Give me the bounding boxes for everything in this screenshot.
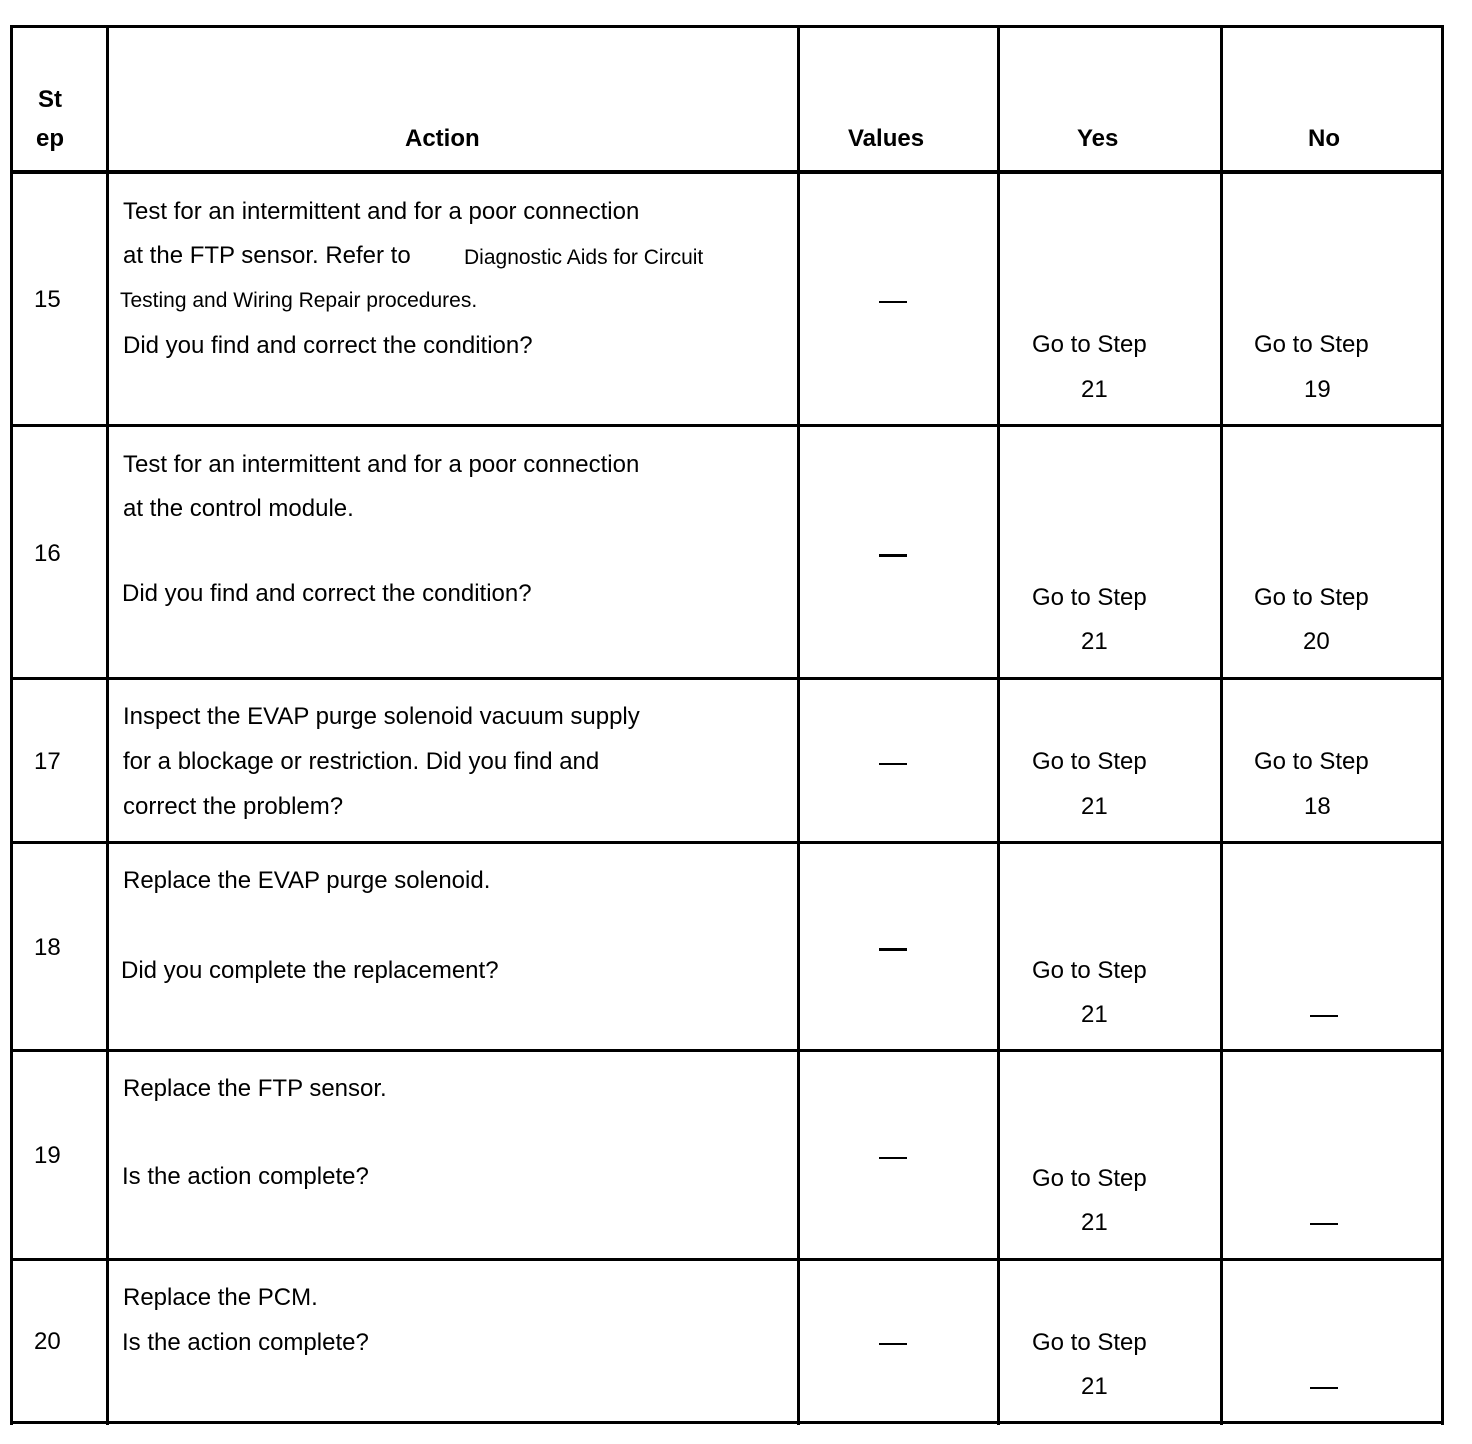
- header-no: No: [1308, 125, 1340, 152]
- grid-line: [10, 25, 13, 1425]
- no-step-number: 18: [1304, 793, 1331, 820]
- yes-step-number: 21: [1081, 376, 1108, 403]
- grid-line: [10, 841, 1444, 844]
- values-dash-mark: [879, 554, 907, 557]
- action-question: Is the action complete?: [122, 1163, 369, 1190]
- header-step-line2: ep: [36, 125, 65, 152]
- yes-go-to-step: Go to Step: [1032, 331, 1147, 358]
- grid-line: [10, 1258, 1444, 1261]
- action-text: Diagnostic Aids for Circuit: [464, 246, 704, 269]
- no-dash-mark: [1310, 1223, 1338, 1225]
- step-number: 18: [34, 934, 61, 961]
- action-text: Testing and Wiring Repair procedures.: [120, 289, 478, 312]
- grid-line: [1220, 25, 1223, 1425]
- step-number: 19: [34, 1142, 61, 1169]
- action-text: Test for an intermittent and for a poor connection: [123, 198, 640, 225]
- grid-line: [10, 677, 1444, 680]
- yes-go-to-step: Go to Step: [1032, 957, 1147, 984]
- action-text: at the FTP sensor. Refer to: [123, 242, 411, 269]
- values-dash-mark: [879, 948, 907, 951]
- no-dash-mark: [1310, 1015, 1338, 1017]
- grid-line: [10, 424, 1444, 427]
- action-question: Did you complete the replacement?: [121, 957, 499, 984]
- header-action: Action: [405, 125, 480, 152]
- grid-line: [106, 25, 109, 1425]
- header-yes: Yes: [1077, 125, 1119, 152]
- yes-step-number: 21: [1081, 793, 1108, 820]
- grid-line: [797, 25, 800, 1425]
- step-number: 16: [34, 540, 61, 567]
- action-question: Did you find and correct the condition?: [122, 580, 532, 607]
- step-number: 17: [34, 748, 61, 775]
- values-dash-mark: [879, 763, 907, 765]
- action-question: Did you find and correct the condition?: [123, 332, 533, 359]
- grid-line: [10, 170, 1444, 174]
- yes-step-number: 21: [1081, 1209, 1108, 1236]
- yes-go-to-step: Go to Step: [1032, 584, 1147, 611]
- no-go-to-step: Go to Step: [1254, 748, 1369, 775]
- action-text: correct the problem?: [123, 793, 344, 820]
- step-number: 20: [34, 1328, 61, 1355]
- action-text: Replace the FTP sensor.: [123, 1075, 387, 1102]
- action-text: Replace the PCM.: [123, 1284, 318, 1311]
- grid-line: [997, 25, 1000, 1425]
- values-dash-mark: [879, 301, 907, 303]
- grid-line: [10, 1421, 1444, 1424]
- values-dash-mark: [879, 1343, 907, 1345]
- no-dash-mark: [1310, 1387, 1338, 1389]
- action-text: Test for an intermittent and for a poor connection: [123, 451, 640, 478]
- yes-go-to-step: Go to Step: [1032, 748, 1147, 775]
- yes-step-number: 21: [1081, 1373, 1108, 1400]
- grid-line: [10, 1049, 1444, 1052]
- yes-go-to-step: Go to Step: [1032, 1165, 1147, 1192]
- action-text: Inspect the EVAP purge solenoid vacuum supply: [123, 703, 640, 730]
- yes-go-to-step: Go to Step: [1032, 1329, 1147, 1356]
- no-go-to-step: Go to Step: [1254, 331, 1369, 358]
- yes-step-number: 21: [1081, 1001, 1108, 1028]
- grid-line: [1441, 25, 1444, 1425]
- no-step-number: 20: [1303, 628, 1330, 655]
- grid-line: [10, 25, 1444, 28]
- no-step-number: 19: [1304, 376, 1331, 403]
- no-go-to-step: Go to Step: [1254, 584, 1369, 611]
- action-text: Replace the EVAP purge solenoid.: [123, 867, 491, 894]
- action-text: at the control module.: [123, 495, 354, 522]
- header-step-line1: St: [38, 86, 62, 113]
- yes-step-number: 21: [1081, 628, 1108, 655]
- values-dash-mark: [879, 1157, 907, 1159]
- header-values: Values: [848, 125, 925, 152]
- action-text: for a blockage or restriction. Did you find and: [123, 748, 600, 775]
- step-number: 15: [34, 286, 61, 313]
- action-question: Is the action complete?: [122, 1329, 369, 1356]
